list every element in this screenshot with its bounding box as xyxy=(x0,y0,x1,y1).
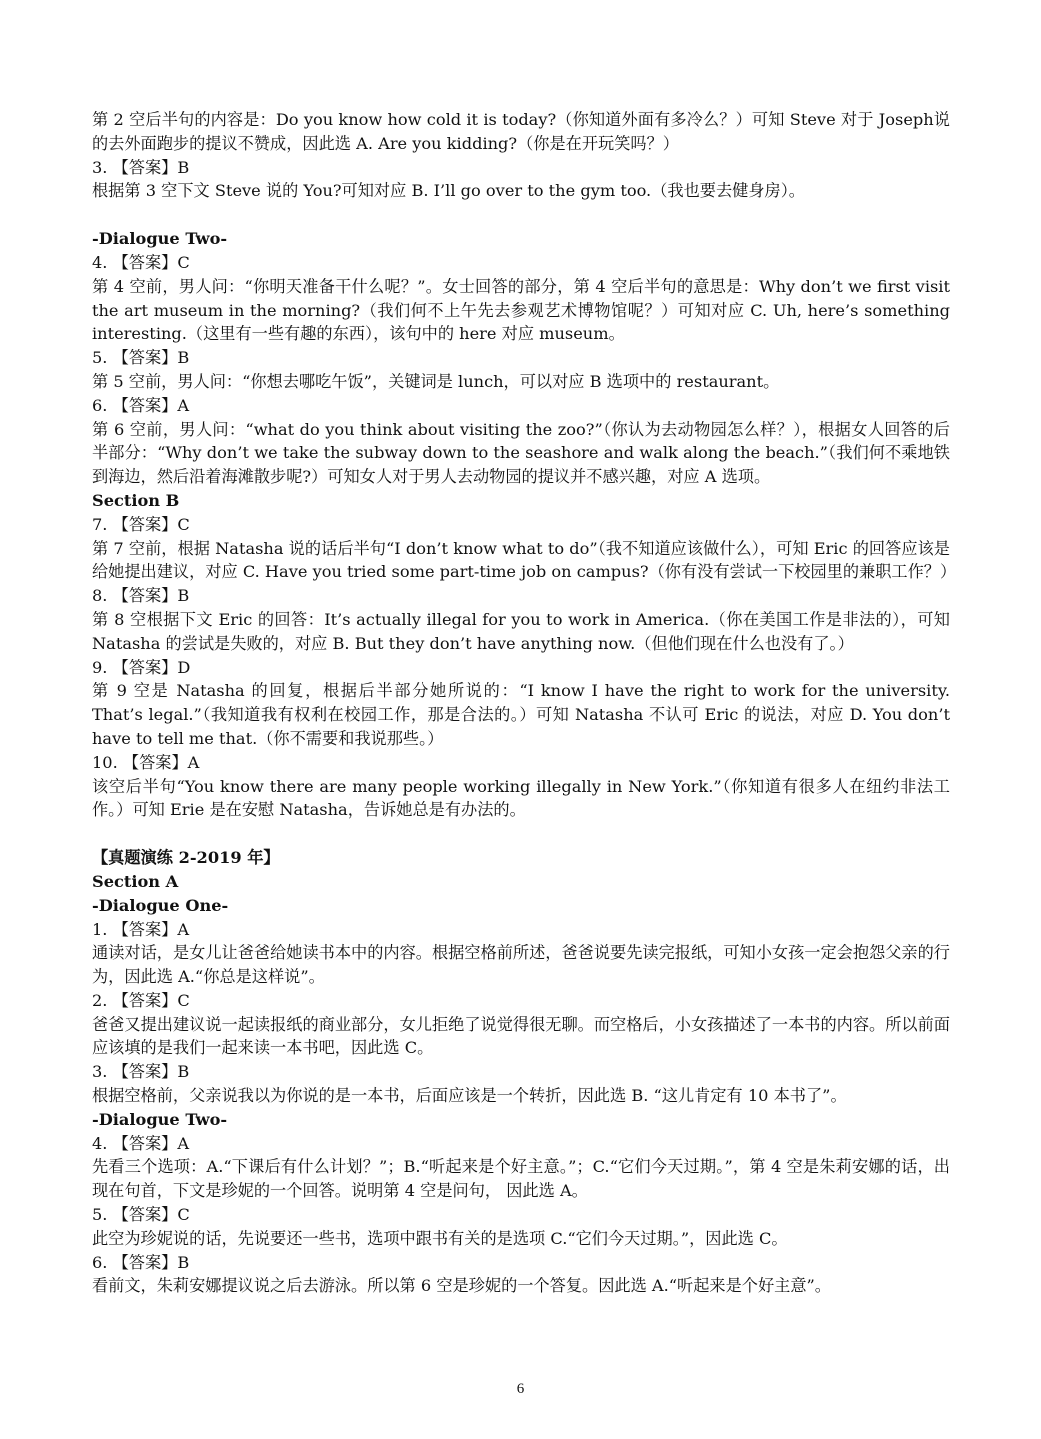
answer-label: 1. 【答案】A xyxy=(92,919,190,939)
answer-label: 5. 【答案】B xyxy=(92,348,190,368)
answer-label: 7. 【答案】C xyxy=(92,514,190,534)
explanation-q4: 第 4 空前，男人问：“你明天准备干什么呢？”。女士回答的部分，第 4 空后半句的意思是：Why don’t we first visit the art museum in the morning?（我们何不上午先去参观艺术博物馆呢？）可知对应 C. Uh, here’s something interesting.（这里有一些有趣的东西），该句中的 here 对应 museum。 xyxy=(92,276,950,344)
explanation-2019-q2: 爸爸又提出建议说一起读报纸的商业部分，女儿拒绝了说觉得很无聊。而空格后，小女孩描述了一本书的内容。所以前面应该填的是我们一起来读一本书吧，因此选 C。 xyxy=(92,1014,950,1058)
answer-label: 4. 【答案】C xyxy=(92,252,190,272)
explanation-q2: 第 2 空后半句的内容是：Do you know how cold it is today?（你知道外面有多冷么？）可知 Steve 对于 Joseph说的去外面跑步的提议不赞成，因此选 A. Are you kidding?（你是在开玩笑吗？） xyxy=(92,110,950,153)
explanation-2019-q5: 此空为珍妮说的话，先说要还一些书，选项中跟书有关的是选项 C.“它们今天过期。”，因此选 C。 xyxy=(92,1228,788,1248)
answer-label: 2. 【答案】C xyxy=(92,990,190,1010)
explanation-2019-q6: 看前文，朱莉安娜提议说之后去游泳。所以第 6 空是珍妮的一个答复。因此选 A.“听起来是个好主意”。 xyxy=(92,1276,831,1296)
explanation-q3: 根据第 3 空下文 Steve 说的 You?可知对应 B. I’ll go over to the gym too.（我也要去健身房）。 xyxy=(92,181,805,201)
answer-label: 6. 【答案】A xyxy=(92,395,190,415)
explanation-q8: 第 8 空根据下文 Eric 的回答：It’s actually illegal for you to work in America.（你在美国工作是非法的），可知 Natasha 的尝试是失败的，对应 B. But they don’t have anything now.（但他们现在什么也没有了。） xyxy=(92,609,950,653)
explanation-q9: 第 9 空是 Natasha 的回复，根据后半部分她所说的：“I know I have the right to work for the university. That’s legal.”（我知道我有权利在校园工作，那是合法的。）可知 Natasha 不认可 Eric 的说法，对应 D. You don’t have to tell me that.（你不需要和我说那些。） xyxy=(92,681,950,748)
spacer xyxy=(92,203,950,227)
answer-label: 10. 【答案】A xyxy=(92,752,200,772)
explanation-q7: 第 7 空前，根据 Natasha 说的话后半句“I don’t know what to do”（我不知道应该做什么），可知 Eric 的回答应该是给她提出建议，对应 C. Have you tried some part-time job on campus?（你有没有尝试一下校园里的兼职工作？） xyxy=(92,538,957,582)
explanation-2019-q1: 通读对话，是女儿让爸爸给她读书本中的内容。根据空格前所述，爸爸说要先读完报纸，可知小女孩一定会抱怨父亲的行为，因此选 A.“你总是这样说”。 xyxy=(92,943,950,987)
explanation-2019-q3: 根据空格前，父亲说我以为你说的是一本书，后面应该是一个转折，因此选 B. “这儿肯定有 10 本书了”。 xyxy=(92,1086,847,1106)
page-number: 6 xyxy=(516,1381,525,1397)
answer-label: 5. 【答案】C xyxy=(92,1205,190,1225)
section-heading-practice-2019: 【真题演练 2-2019 年】 xyxy=(92,848,280,868)
explanation-q6: 第 6 空前，男人问：“what do you think about visiting the zoo?”（你认为去动物园怎么样？），根据女人回答的后半部分：“Why don’t we take the subway down to the seashore and walk along the beach.”（我们何不乘地铁到海边，然后沿着海滩散步呢?）可知女人对于男人去动物园的提议并不感兴趣，对应 A 选项。 xyxy=(92,419,950,487)
answer-label: 6. 【答案】B xyxy=(92,1252,190,1272)
section-heading-section-a: Section A xyxy=(92,871,179,891)
answer-label: 4. 【答案】A xyxy=(92,1133,190,1153)
spacer xyxy=(92,822,950,846)
answer-label: 8. 【答案】B xyxy=(92,586,190,606)
section-heading-dialogue-one: -Dialogue One- xyxy=(92,895,229,915)
section-heading-dialogue-two: -Dialogue Two- xyxy=(92,229,228,249)
document-body xyxy=(92,108,957,1298)
section-heading-section-b: Section B xyxy=(92,490,180,510)
answer-label: 9. 【答案】D xyxy=(92,657,191,677)
answer-label: 3. 【答案】B xyxy=(92,1062,190,1082)
explanation-2019-q4: 先看三个选项：A.“下课后有什么计划？”；B.“听起来是个好主意。”；C.“它们今天过期。”，第 4 空是朱莉安娜的话，出现在句首，下文是珍妮的一个回答。说明第 4 空是问句， 因此选 A。 xyxy=(92,1157,950,1201)
explanation-q5: 第 5 空前，男人问：“你想去哪吃午饭”，关键词是 lunch，可以对应 B 选项中的 restaurant。 xyxy=(92,371,780,391)
answer-label: 3. 【答案】B xyxy=(92,157,190,177)
section-heading-dialogue-two-2019: -Dialogue Two- xyxy=(92,1109,228,1129)
explanation-q10: 该空后半句“You know there are many people working illegally in New York.”（你知道有很多人在纽约非法工作。）可知 Erie 是在安慰 Natasha，告诉她总是有办法的。 xyxy=(92,776,950,820)
